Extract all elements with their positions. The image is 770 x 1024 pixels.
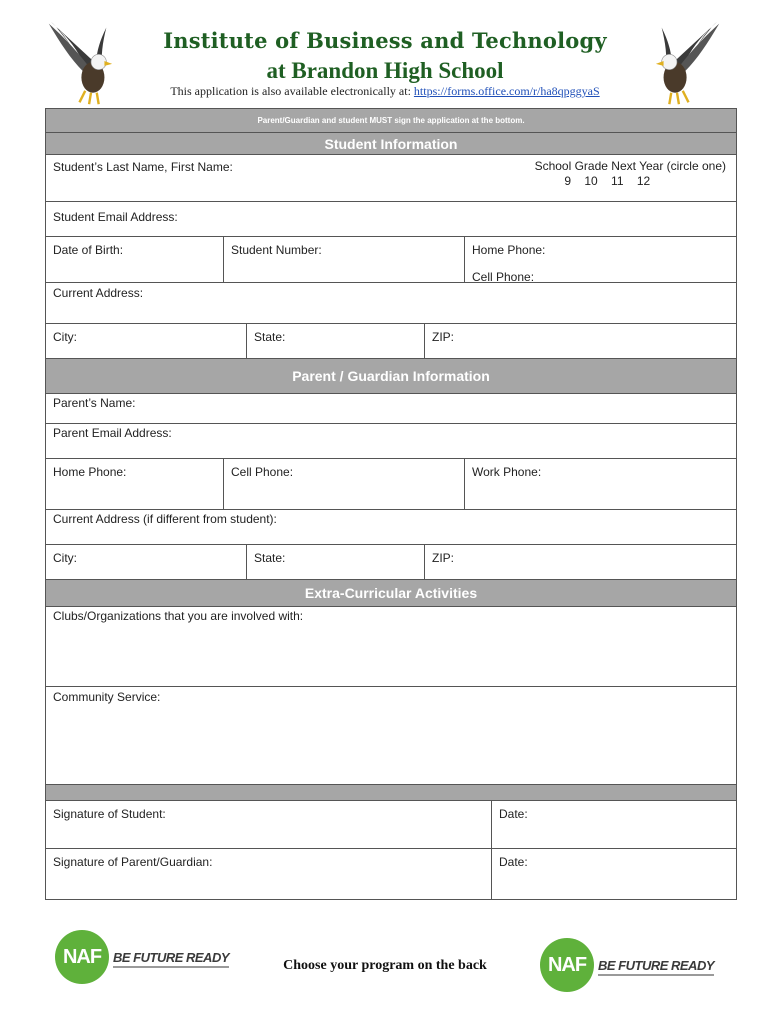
program-note: Choose your program on the back [283,958,487,973]
parent-zip-label: ZIP: [432,551,455,565]
dob-label: Date of Birth: [53,243,124,257]
student-phone-field[interactable] [464,237,736,282]
student-info-heading: Student Information [46,133,736,155]
parent-phones-row [46,459,736,510]
student-name-row[interactable] [46,155,736,202]
student-zip-label: ZIP: [432,330,455,344]
parent-signature-row [46,849,736,899]
signature-divider-bar [46,785,736,801]
community-service-label: Community Service: [53,690,161,704]
parent-email-label: Parent Email Address: [53,426,172,440]
parent-address-label: Current Address (if different from student): [53,512,277,526]
grade-selector[interactable] [535,159,726,189]
parent-city-field[interactable] [46,545,246,579]
student-number-label: Student Number: [231,243,322,257]
grade-options[interactable]: 9 10 11 12 [564,174,651,188]
clubs-row[interactable] [46,607,736,687]
parent-work-phone-field[interactable] [464,459,736,509]
student-signature-field[interactable] [46,801,491,848]
student-name-label: Student’s Last Name, First Name: [53,160,233,174]
parent-state-field[interactable] [246,545,424,579]
parent-signature-field[interactable] [46,849,491,899]
activities-heading: Extra-Curricular Activities [46,580,736,607]
student-dob-number-phone-row [46,237,736,283]
student-city-label: City: [53,330,77,344]
student-home-phone-label: Home Phone: [472,243,546,257]
availability-text: This application is also available electronically at: [170,84,414,98]
parent-date-label: Date: [499,855,528,869]
student-zip-field[interactable] [424,324,736,358]
parent-cell-phone-field[interactable] [223,459,464,509]
community-service-row[interactable] [46,687,736,785]
parent-cell-phone-label: Cell Phone: [231,465,294,479]
application-link[interactable]: https://forms.office.com/r/ha8qpggyaS [413,84,600,98]
naf-logo-mark: NAF [55,930,109,984]
student-city-state-zip-row [46,324,736,359]
parent-name-label: Parent’s Name: [53,396,136,410]
student-state-field[interactable] [246,324,424,358]
student-signature-row [46,801,736,849]
naf-tagline: BE FUTURE READY [113,950,229,968]
parent-signature-date-field[interactable] [491,849,736,899]
student-address-label: Current Address: [53,286,144,300]
parent-signature-label: Signature of Parent/Guardian: [53,855,213,869]
parent-city-label: City: [53,551,77,565]
naf-logo-right [540,938,740,998]
naf-tagline: BE FUTURE READY [598,958,714,976]
student-signature-label: Signature of Student: [53,807,166,821]
naf-logo-mark: NAF [540,938,594,992]
parent-city-state-zip-row [46,545,736,580]
student-email-row[interactable] [46,202,736,237]
parent-home-phone-label: Home Phone: [53,465,127,479]
electronic-availability-note [0,84,770,99]
school-subtitle: at Brandon High School [266,58,504,83]
student-city-field[interactable] [46,324,246,358]
parent-state-label: State: [254,551,286,565]
student-email-label: Student Email Address: [53,210,178,224]
signature-notice: Parent/Guardian and student MUST sign the application at the bottom. [46,109,736,133]
application-form [45,108,737,900]
school-title: Institute of Business and Technology [163,28,607,53]
parent-email-row[interactable] [46,424,736,459]
student-state-label: State: [254,330,286,344]
parent-address-row[interactable] [46,510,736,545]
student-date-label: Date: [499,807,528,821]
dob-field[interactable] [46,237,223,282]
student-signature-date-field[interactable] [491,801,736,848]
parent-name-row[interactable] [46,394,736,424]
parent-work-phone-label: Work Phone: [472,465,542,479]
parent-info-heading: Parent / Guardian Information [46,359,736,394]
grade-label: School Grade Next Year (circle one) [534,159,726,173]
parent-zip-field[interactable] [424,545,736,579]
student-address-row[interactable] [46,283,736,324]
student-number-field[interactable] [223,237,464,282]
student-cell-phone-label: Cell Phone: [472,270,535,284]
parent-home-phone-field[interactable] [46,459,223,509]
clubs-label: Clubs/Organizations that you are involved with: [53,609,304,623]
